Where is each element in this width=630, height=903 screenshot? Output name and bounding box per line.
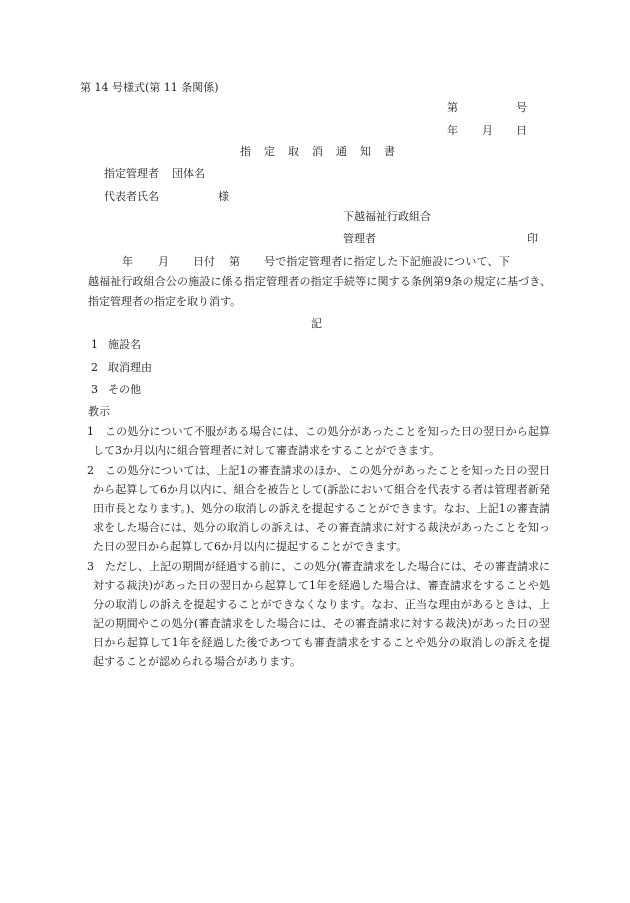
kyouji-number: 1 [87,425,94,438]
kyouji-number: 3 [87,560,94,573]
representative-label: 代表者氏名 [104,190,159,203]
body-year: 年 [122,255,133,268]
item-number: 3 [91,383,98,396]
body-month: 月 [158,255,169,268]
title-char: 知 [360,145,371,158]
title-char: 通 [336,145,347,158]
kyouji-number: 2 [87,464,94,477]
item-other: その他 [108,383,141,396]
date-day: 日 [516,124,527,137]
body-day: 日付 [193,255,215,268]
item-reason: 取消理由 [108,361,152,374]
date-month: 月 [482,124,493,137]
seal-mark: 印 [527,232,538,245]
title-char: 消 [312,145,323,158]
kyouji-text: この処分について不服がある場合には、この処分があったことを知った日の翌日から起算して3か月以内に組合管理者に対して審査請求をすることができます。 [93,425,550,457]
title-char: 指 [240,145,251,158]
number-prefix: 第 [447,101,458,114]
item-facility: 施設名 [108,338,141,351]
title-char: 取 [288,145,299,158]
item-number: 2 [91,361,98,374]
kyouji-text: この処分については、上記1の審査請求のほか、この処分があったことを知った日の翌日から起算して6か月以内に、組合を被告として(訴訟において組合を代表する者は管理者新発田市長となります。)、処分の取消しの訴えを提起することができます。なお、上記1の審査請求をした場合には、処分の取消しの訴えは、その審査請求に対する裁決があったことを知った日の翌日から起算して6か月以内に提起することができます。 [93,464,550,553]
body-no: 第 [229,255,240,268]
issuer-role: 管理者 [343,232,376,245]
honorific: 様 [218,190,229,203]
addressee-group-label: 団体名 [172,167,205,180]
title-char: 定 [264,145,275,158]
kyouji-item [87,422,550,460]
form-label: 第 14 号様式(第 11 条関係) [80,81,219,94]
issuer-org: 下越福祉行政組合 [343,210,431,223]
date-year: 年 [447,124,458,137]
kyouji-text: ただし、上記の期間が経過する前に、この処分(審査請求をした場合には、その審査請求に対する裁決)があった日の翌日から起算して1年を経過した場合は、審査請求をすることや処分の取消しの訴えを提起することができなくなります。なお、正当な理由があるときは、上記の期間やこの処分(審査請求をした場合には、その審査請求に対する裁決)があった日の翌日から起算して1年を経過した後であつても審査請求をすることや処分の取消しの訴えを提起することが認められる場合があります。 [93,560,550,668]
kyouji-item [87,557,550,671]
addressee-designation: 指定管理者 [104,167,159,180]
number-suffix: 号 [516,101,527,114]
body-line1-rest: 号で指定管理者に指定した下記施設について、下 [264,255,510,268]
body-paragraph: 越福祉行政組合公の施設に係る指定管理者の指定手続等に関する条例第9条の規定に基づき、指定管理者の指定を取り消す。 [88,275,551,308]
kyouji-heading: 教示 [88,405,110,418]
ki-heading: 記 [311,317,322,330]
kyouji-item [87,461,550,556]
item-number: 1 [91,338,98,351]
title-char: 書 [384,145,395,158]
